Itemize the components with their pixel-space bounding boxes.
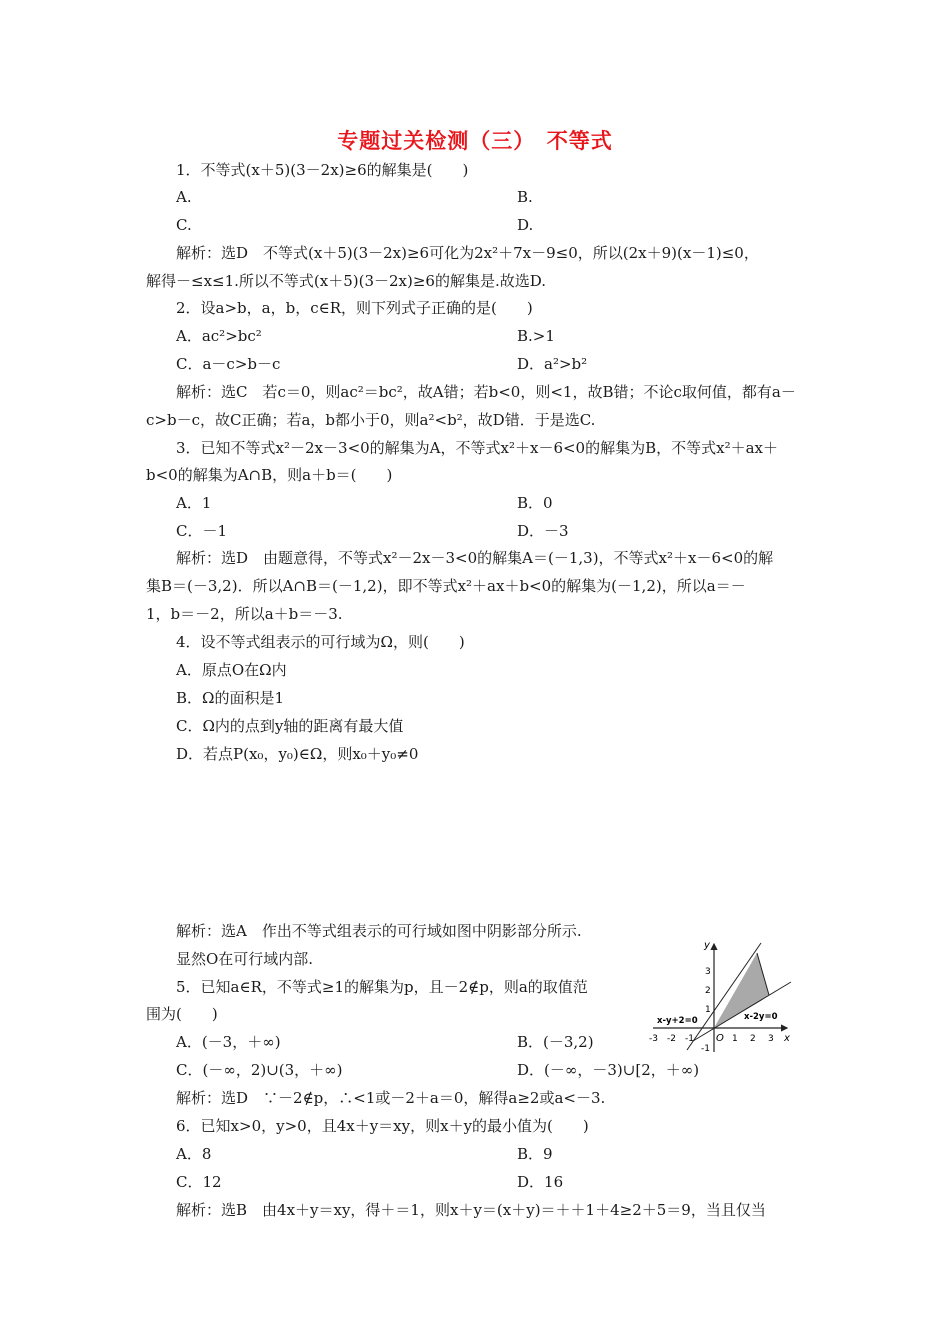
q5-option-c: C．(－∞，2)∪(3，＋∞) (176, 1061, 343, 1079)
q3-solution-line2: 集B＝(－3,2)．所以A∩B＝(－1,2)，即不等式x²＋ax＋b<0的解集为(－1,2)，所以a＝－ (146, 577, 746, 595)
q2-option-a: A．ac²>bc² (176, 327, 262, 345)
feasible-region-graph (645, 938, 795, 1058)
y-tick-label: 2 (705, 986, 711, 996)
x-tick-label: -2 (667, 1034, 676, 1044)
q1-option-d: D. (517, 216, 534, 234)
x-tick-label: -1 (685, 1034, 694, 1044)
q1-option-b: B. (517, 188, 533, 206)
x-tick-label: 3 (768, 1034, 774, 1044)
q6-option-a: A．8 (176, 1145, 212, 1163)
q2-option-b: B.>1 (517, 327, 555, 345)
q2-option-c: C．a－c>b－c (176, 355, 281, 373)
q6-option-c: C．12 (176, 1173, 222, 1191)
x-axis-label: x (784, 1033, 790, 1044)
q3-option-b: B．0 (517, 494, 553, 512)
x-tick-label: 2 (750, 1034, 756, 1044)
q4-solution-line2: 显然O在可行域内部. (176, 950, 314, 968)
q2-option-d: D．a²>b² (517, 355, 588, 373)
q1-solution-line1: 解析：选D 不等式(x＋5)(3－2x)≥6可化为2x²＋7x－9≤0，所以(2x＋9)(x－1)≤0， (176, 244, 759, 262)
q1-option-c: C. (176, 216, 192, 234)
q4-solution-line1: 解析：选A 作出不等式组表示的可行域如图中阴影部分所示. (176, 922, 582, 940)
y-axis-label: y (704, 940, 710, 951)
q3-solution-line3: 1，b＝－2，所以a＋b＝－3. (146, 605, 343, 623)
q5-solution: 解析：选D ∵－2∉p，∴<1或－2＋a＝0，解得a≥2或a<－3. (176, 1089, 606, 1107)
q3-stem-line2: b<0的解集为A∩B，则a＋b＝( ) (146, 466, 393, 484)
q1-stem: 1．不等式(x＋5)(3－2x)≥6的解集是( ) (176, 161, 469, 179)
y-tick-label: 3 (705, 967, 711, 977)
y-tick-label: -1 (701, 1044, 710, 1054)
q6-option-b: B．9 (517, 1145, 553, 1163)
q6-solution: 解析：选B 由4x＋y＝xy，得＋＝1，则x＋y＝(x＋y)＝＋＋1＋4≥2＋5＝9，当且仅当 (176, 1201, 766, 1219)
q6-option-d: D．16 (517, 1173, 564, 1191)
x-tick-label: 1 (732, 1034, 738, 1044)
q5-stem-line2: 围为( ) (146, 1005, 218, 1023)
q5-option-d: D．(－∞，－3)∪[2，＋∞) (517, 1061, 700, 1079)
q3-solution-line1: 解析：选D 由题意得，不等式x²－2x－3<0的解集A＝(－1,3)，不等式x²＋x－6<0的解 (176, 549, 774, 567)
origin-label: O (716, 1033, 724, 1044)
q2-solution-line1: 解析：选C 若c＝0，则ac²＝bc²，故A错；若b<0，则<1，故B错；不论c取何值，都有a－ (176, 383, 796, 401)
q2-solution-line2: c>b－c，故C正确；若a，b都小于0，则a²<b²，故D错．于是选C. (146, 411, 596, 429)
y-tick-label: 1 (705, 1005, 711, 1015)
line1-equation-label: x-y+2=0 (657, 1016, 698, 1026)
feasible-region-figure (645, 938, 795, 1058)
q3-option-a: A．1 (176, 494, 212, 512)
x-tick-label: -3 (649, 1034, 658, 1044)
q4-option-c: C．Ω内的点到y轴的距离有最大值 (176, 717, 404, 735)
q5-option-a: A．(－3，＋∞) (176, 1033, 281, 1051)
line2-equation-label: x-2y=0 (744, 1012, 778, 1022)
q3-stem-line1: 3．已知不等式x²－2x－3<0的解集为A，不等式x²＋x－6<0的解集为B，不等式x²＋ax＋ (176, 439, 778, 457)
q1-solution-line2: 解得－≤x≤1.所以不等式(x＋5)(3－2x)≥6的解集是.故选D. (146, 272, 547, 290)
q4-option-d: D．若点P(x₀，y₀)∈Ω，则x₀＋y₀≠0 (176, 745, 419, 763)
q4-option-a: A．原点O在Ω内 (176, 661, 287, 679)
q4-stem: 4．设不等式组表示的可行域为Ω，则( ) (176, 633, 465, 651)
q5-option-b: B．(－3,2) (517, 1033, 594, 1051)
q6-stem: 6．已知x>0，y>0，且4x＋y＝xy，则x＋y的最小值为( ) (176, 1117, 589, 1135)
q3-option-c: C．－1 (176, 522, 228, 540)
q4-option-b: B．Ω的面积是1 (176, 689, 285, 707)
q5-stem-line1: 5．已知a∈R，不等式≥1的解集为p，且－2∉p，则a的取值范 (176, 978, 588, 996)
q2-stem: 2．设a>b，a，b，c∈R，则下列式子正确的是( ) (176, 299, 533, 317)
document-title: 专题过关检测（三） 不等式 (337, 128, 613, 153)
q3-option-d: D．－3 (517, 522, 569, 540)
q1-option-a: A. (176, 188, 192, 206)
